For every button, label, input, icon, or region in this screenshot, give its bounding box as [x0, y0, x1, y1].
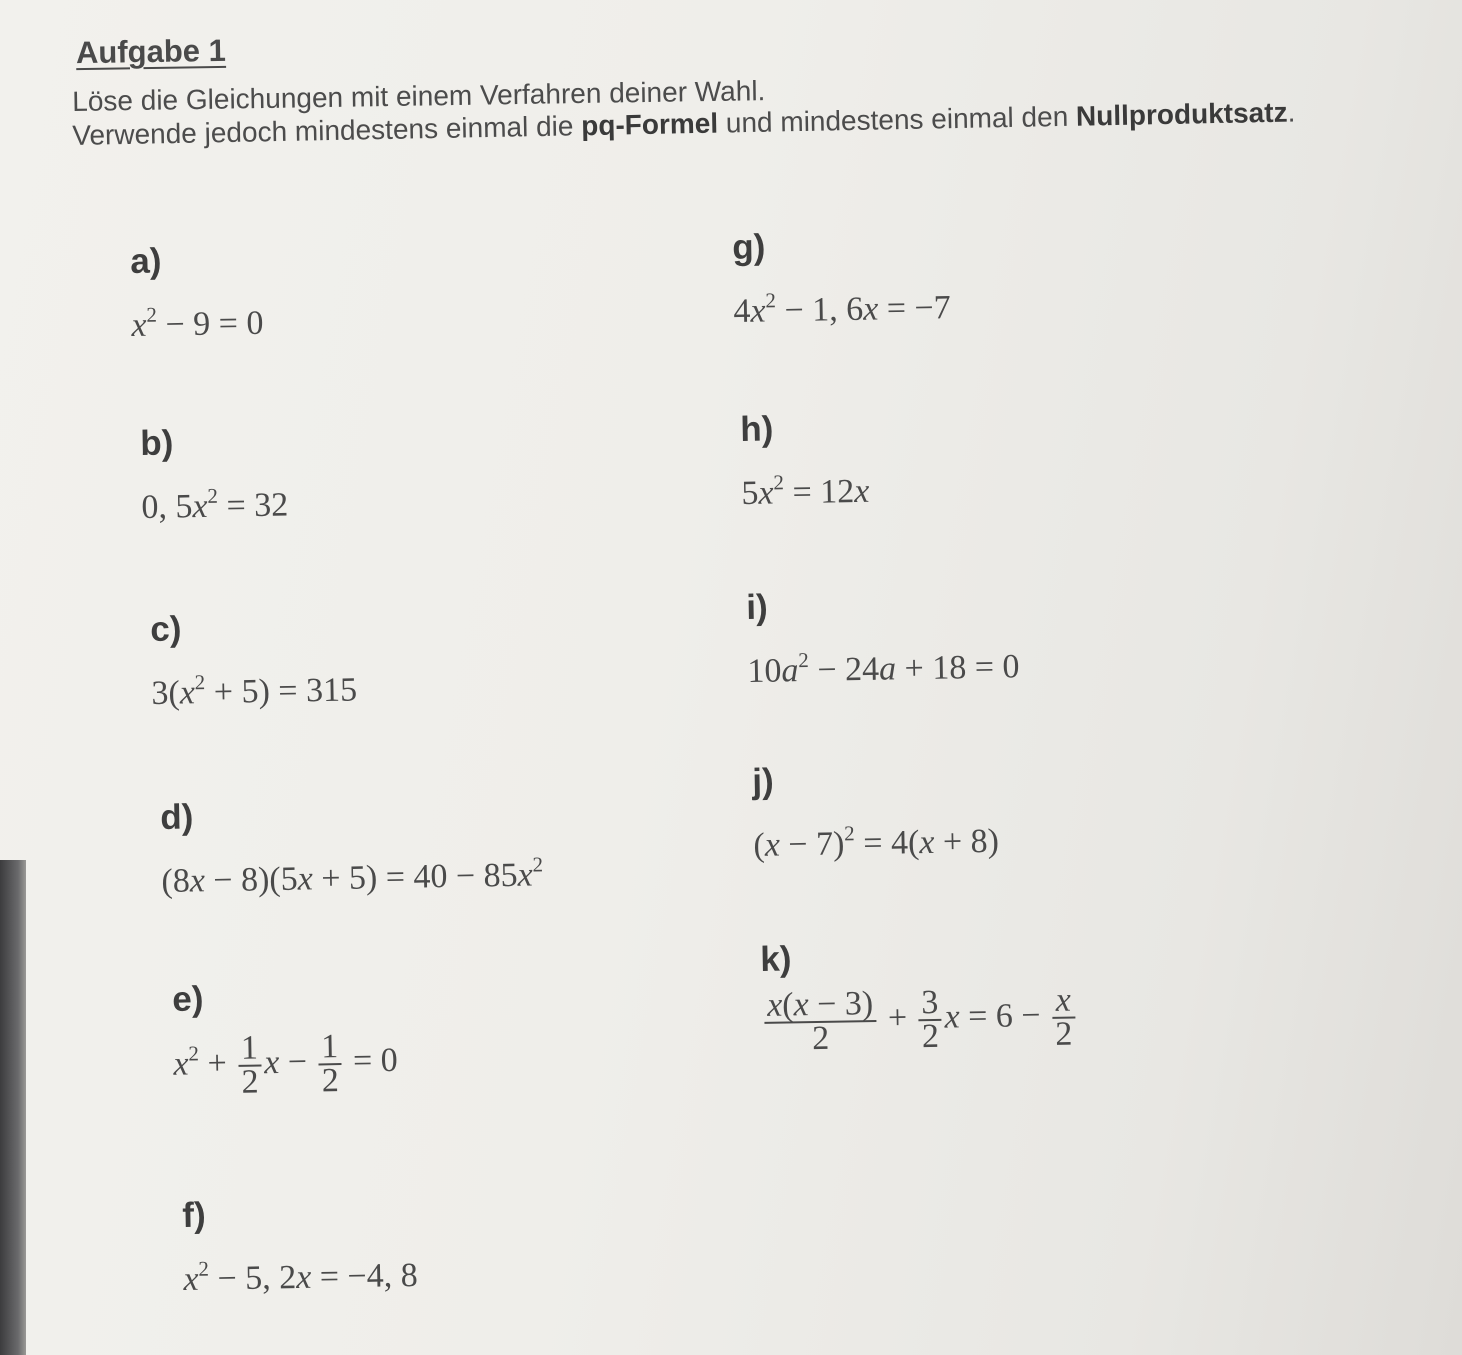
task-label: h): [740, 409, 774, 449]
equation: $(8x - 8)(5x + 5) = 40 - 85x^2$: [161, 852, 544, 900]
task-label: k): [760, 939, 792, 979]
equation: $\frac{x(x - 3)}{2}$ + $\frac{3}{2}$ x = 6 − $\frac{x}{2}$: [761, 984, 1079, 1056]
task-label: e): [172, 979, 204, 1019]
task-c: [150, 606, 357, 714]
task-label: b): [140, 423, 174, 463]
task-label: g): [732, 227, 766, 267]
task-g: [732, 224, 951, 332]
task-d: [160, 791, 544, 902]
task-label: j): [752, 761, 775, 801]
equation: $(x - 7)^2 = 4(x + 8)$: [753, 821, 1000, 864]
task-label: i): [746, 587, 769, 627]
task-label: f): [182, 1195, 206, 1235]
equation: 0, $5x^2 = 32$: [141, 483, 289, 526]
task-f: [182, 1192, 418, 1300]
monitor-bezel: [0, 860, 26, 1355]
task-j: [752, 758, 999, 866]
equation: $10a^2 - 24a + 18 = 0$: [747, 647, 1020, 690]
task-i: [746, 583, 1020, 692]
equation: $x^2 - 5$, 2x = −4, 8: [183, 1256, 418, 1298]
task-e: [172, 976, 398, 1100]
equation: $4x^2 - 1$, 6x = −7: [733, 288, 951, 330]
task-a: [130, 240, 264, 346]
task-h: [740, 408, 870, 514]
equation: $5x^2 = 12x$: [741, 470, 870, 512]
task-b: [140, 421, 289, 528]
task-k: [760, 934, 1079, 1056]
instruction-text: Verwende jedoch mindestens einmal die: [72, 110, 582, 151]
equation: $x^2 - 9 = 0$: [131, 302, 264, 344]
instruction-line-1: Löse die Gleichungen mit einem Verfahren deiner Wahl.: [72, 75, 766, 117]
pq-formula-term: pq-Formel: [580, 107, 719, 142]
equation: $3(x^2 + 5) = 315$: [151, 670, 358, 712]
page-title: Aufgabe 1: [75, 32, 227, 71]
equation: $x^2$ + $\frac{1}{2}$ x − $\frac{1}{2}$ = 0: [173, 1028, 399, 1101]
task-label: d): [160, 797, 194, 837]
instruction-text: und mindestens einmal den: [717, 100, 1077, 139]
task-label: a): [130, 241, 162, 281]
instruction-text: .: [1287, 96, 1296, 128]
task-label: c): [150, 609, 182, 649]
zero-product-term: Nullproduktsatz: [1075, 96, 1288, 132]
